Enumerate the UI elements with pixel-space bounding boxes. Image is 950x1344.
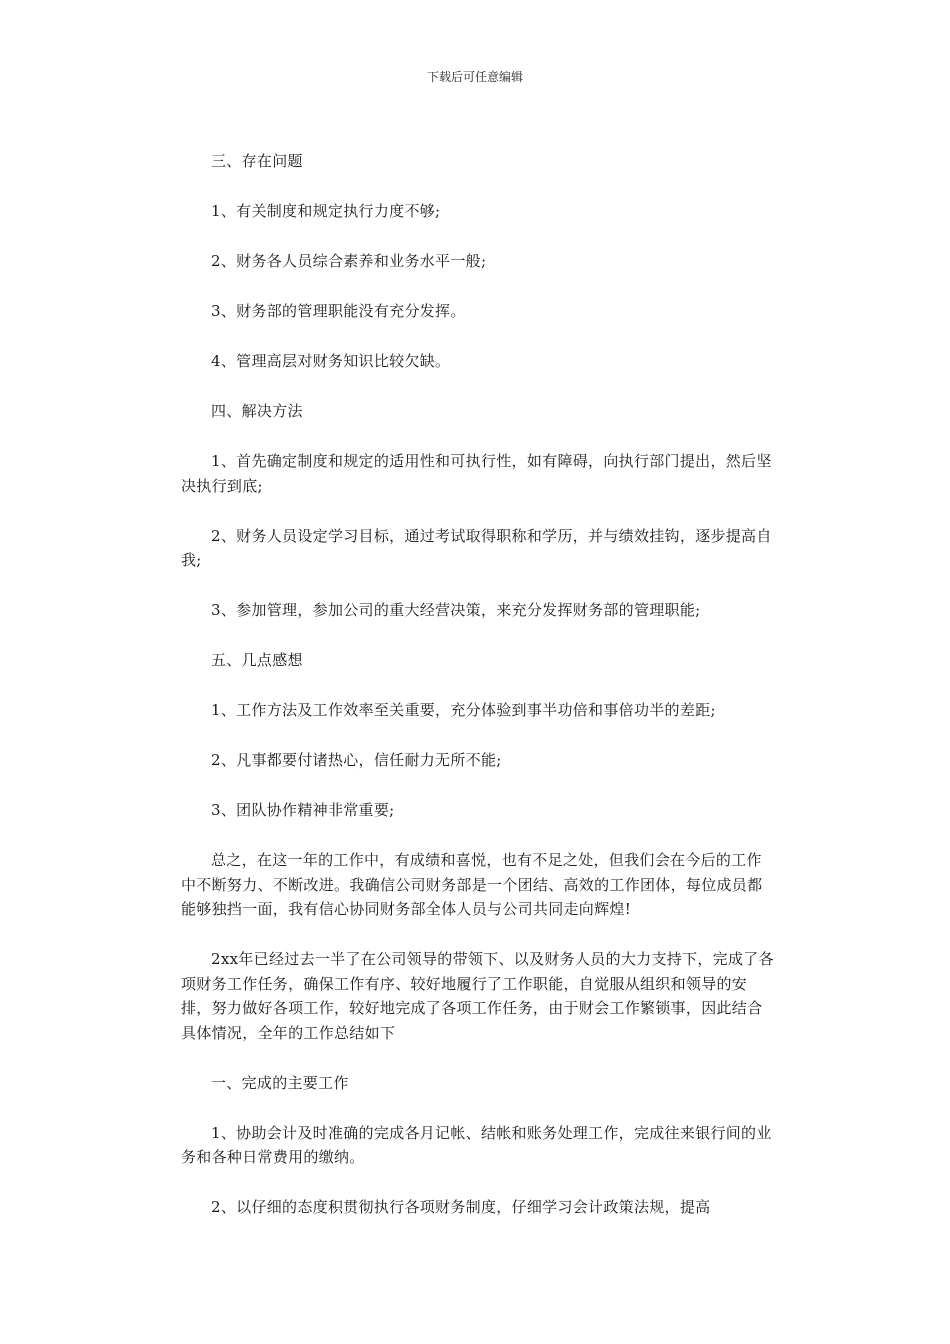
list-item: 3、财务部的管理职能没有充分发挥。 <box>211 302 466 320</box>
section-heading-reflections: 五、几点感想 <box>211 651 303 669</box>
list-item: 1、协助会计及时准确的完成各月记帐、结帐和账务处理工作，完成往来银行间的业务和各种日常费用的缴纳。 <box>181 1123 772 1166</box>
section-heading-main-work: 一、完成的主要工作 <box>211 1073 349 1092</box>
list-item: 3、参加管理，参加公司的重大经营决策，来充分发挥财务部的管理职能; <box>211 601 701 619</box>
list-item: 1、有关制度和规定执行力度不够; <box>211 202 441 220</box>
section-heading-solutions: 四、解决方法 <box>211 402 303 420</box>
list-item: 1、首先确定制度和规定的适用性和可执行性，如有障碍，向执行部门提出，然后坚决执行到底; <box>181 452 772 495</box>
list-item: 2、财务人员设定学习目标，通过考试取得职称和学历，并与绩效挂钩，逐步提高自我; <box>181 526 772 569</box>
list-item: 2、凡事都要付诸热心，信任耐力无所不能; <box>211 751 502 769</box>
summary-paragraph: 总之，在这一年的工作中，有成绩和喜悦，也有不足之处，但我们会在今后的工作中不断努力、不断改进。我确信公司财务部是一个团结、高效的工作团体，每位成员都能够独挡一面，我有信心协同财务部全体人员与公司共同走向辉煌! <box>181 851 763 918</box>
list-item: 1、工作方法及工作效率至关重要，充分体验到事半功倍和事倍功半的差距; <box>211 701 716 719</box>
list-item: 2、财务各人员综合素养和业务水平一般; <box>211 252 487 270</box>
intro-paragraph: 2xx年已经过去一半了在公司领导的带领下、以及财务人员的大力支持下，完成了各项财务工作任务，确保工作有序、较好地履行了工作职能，自觉服从组织和领导的安排，努力做好各项工作，较好地完成了各项工作任务，由于财会工作繁锁事，因此结合具体情况，全年的工作总结如下 <box>181 950 774 1042</box>
section-heading-problems: 三、存在问题 <box>211 152 303 170</box>
list-item: 4、管理高层对财务知识比较欠缺。 <box>211 352 451 370</box>
page-header: 下载后可任意编辑 <box>426 70 523 84</box>
document-body <box>181 149 775 1245</box>
list-item: 3、团队协作精神非常重要; <box>211 801 395 819</box>
list-item: 2、以仔细的态度积贯彻执行各项财务制度，仔细学习会计政策法规，提高 <box>211 1198 711 1216</box>
